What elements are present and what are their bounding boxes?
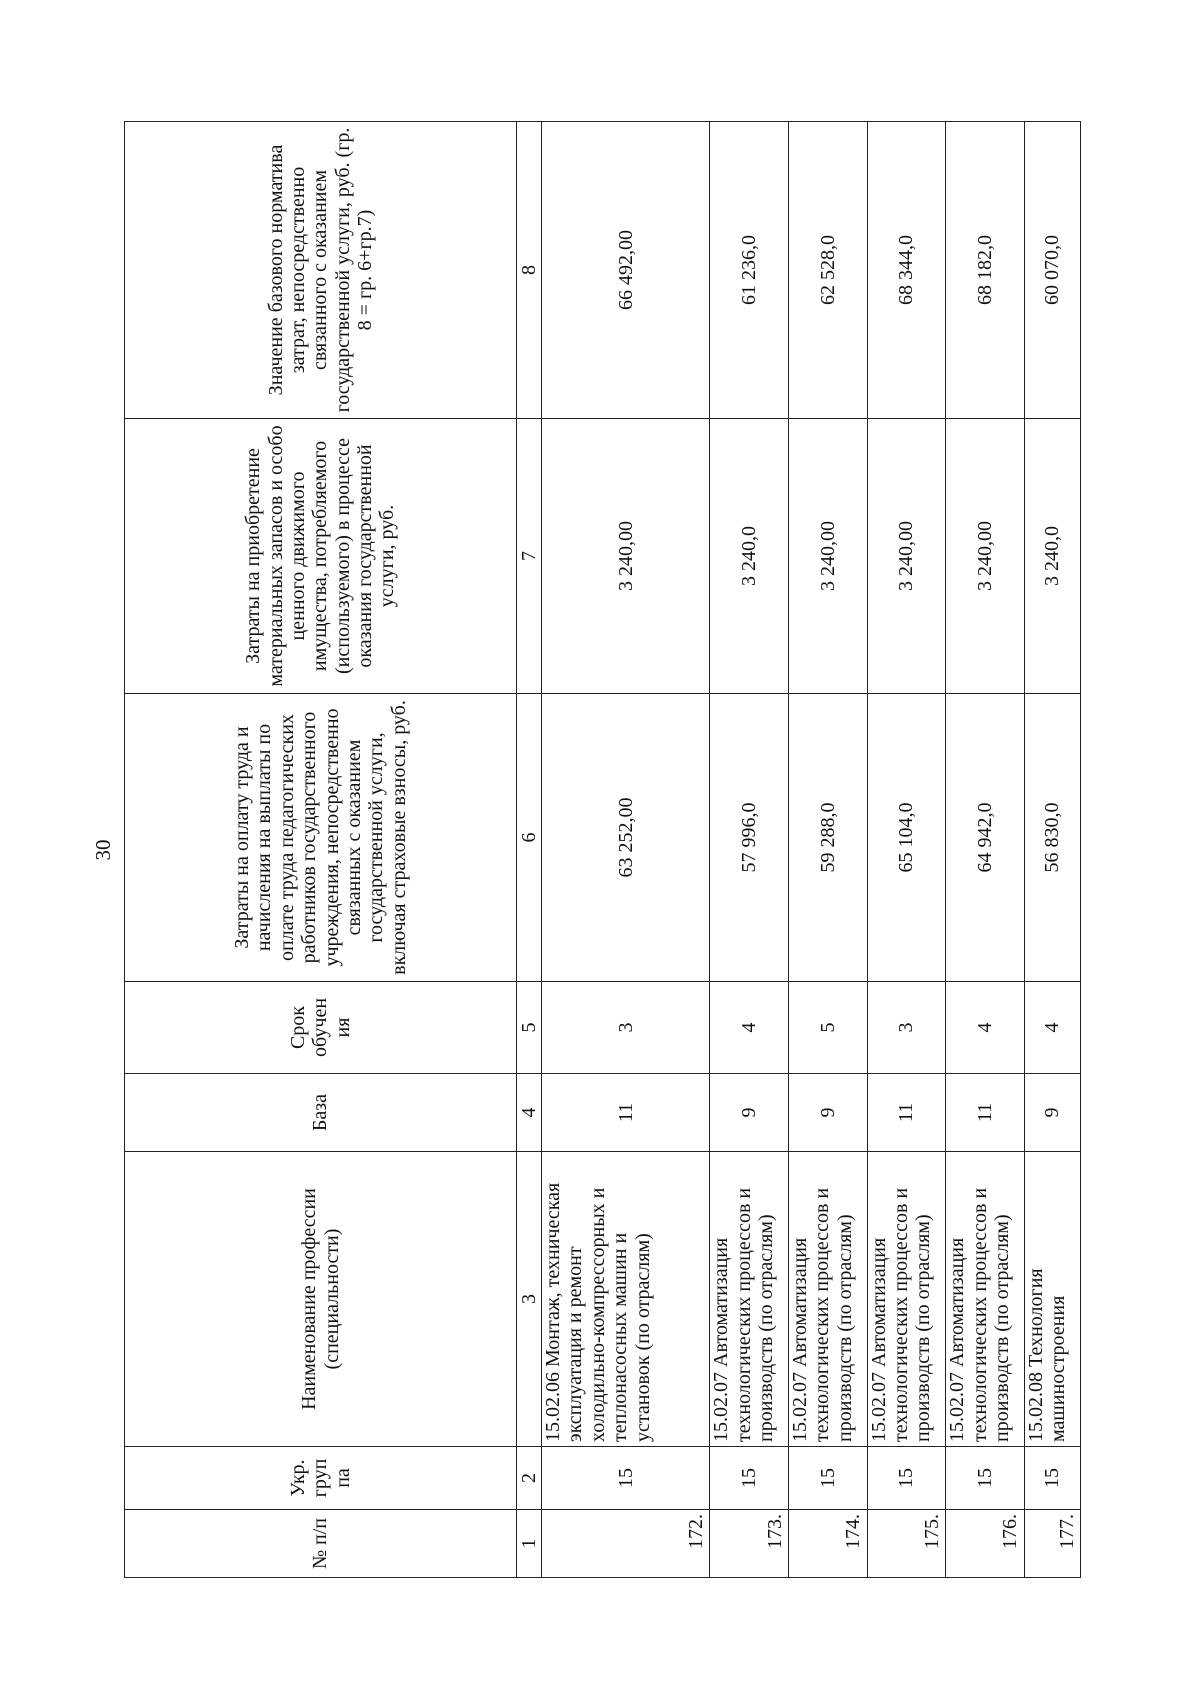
row-base-norm: 68 344,0: [867, 122, 946, 419]
column-number-row: [517, 122, 542, 1578]
row-base-norm: 60 070,0: [1024, 122, 1080, 419]
row-labor-costs: 57 996,0: [710, 694, 789, 982]
table-row: [867, 122, 946, 1578]
row-profession: 15.02.07 Автоматизация технологических процессов и производств (по отраслям): [867, 1152, 946, 1447]
row-profession: 15.02.07 Автоматизация технологических процессов и производств (по отраслям): [946, 1152, 1025, 1447]
header-base: База: [125, 1074, 517, 1152]
row-number: 176.: [946, 1510, 1025, 1578]
row-profession: 15.02.07 Автоматизация технологических процессов и производств (по отраслям): [710, 1152, 789, 1447]
row-base-norm: 62 528,0: [789, 122, 868, 419]
header-profession: Наименование профессии (специальности): [125, 1152, 517, 1447]
row-labor-costs: 63 252,00: [542, 694, 710, 982]
row-base: 11: [867, 1074, 946, 1152]
rotated-table-wrapper: [124, 122, 1081, 1578]
header-row: [125, 122, 517, 1578]
table-row: [1024, 122, 1080, 1578]
row-group: 15: [710, 1447, 789, 1510]
column-number: 4: [517, 1074, 542, 1152]
row-term: 3: [867, 982, 946, 1074]
table-row: [789, 122, 868, 1578]
row-group: 15: [789, 1447, 868, 1510]
row-base: 11: [542, 1074, 710, 1152]
row-group: 15: [867, 1447, 946, 1510]
row-term: 3: [542, 982, 710, 1074]
row-number: 174.: [789, 1510, 868, 1578]
row-material-costs: 3 240,00: [867, 419, 946, 694]
table-row: [710, 122, 789, 1578]
header-group: Укр. груп па: [125, 1447, 517, 1510]
header-material-costs: Затраты на приобретение материальных запасов и особо ценного движимого имущества, потребляемого (используемого) в процессе оказания государственной услуги, руб.: [125, 419, 517, 694]
table-row: [542, 122, 710, 1578]
row-base-norm: 61 236,0: [710, 122, 789, 419]
row-number: 173.: [710, 1510, 789, 1578]
row-base: 9: [789, 1074, 868, 1152]
header-labor-costs: Затраты на оплату труда и начисления на выплаты по оплате труда педагогических работников государственного учреждения, непосредственно связанных с оказанием государственной услуги, включая страховые взносы, руб.: [125, 694, 517, 982]
row-number: 175.: [867, 1510, 946, 1578]
row-profession: 15.02.07 Автоматизация технологических процессов и производств (по отраслям): [789, 1152, 868, 1447]
header-term: Срок обучен ия: [125, 982, 517, 1074]
row-labor-costs: 56 830,0: [1024, 694, 1080, 982]
column-number: 2: [517, 1447, 542, 1510]
row-material-costs: 3 240,0: [1024, 419, 1080, 694]
row-number: 172.: [542, 1510, 710, 1578]
row-term: 4: [710, 982, 789, 1074]
column-number: 3: [517, 1152, 542, 1447]
row-group: 15: [1024, 1447, 1080, 1510]
row-base: 9: [1024, 1074, 1080, 1152]
header-base-norm: Значение базового норматива затрат, непосредственно связанного с оказанием государственной услуги, руб. (гр. 8 = гр. 6+гр.7): [125, 122, 517, 419]
cost-norms-table: [124, 121, 1081, 1578]
column-number: 7: [517, 419, 542, 694]
row-base: 11: [946, 1074, 1025, 1152]
row-material-costs: 3 240,00: [542, 419, 710, 694]
page-number: 30: [90, 839, 115, 861]
column-number: 5: [517, 982, 542, 1074]
row-profession: 15.02.06 Монтаж, техническая эксплуатация и ремонт холодильно-компрессорных и теплонасосных машин и установок (по отраслям): [542, 1152, 710, 1447]
row-material-costs: 3 240,00: [789, 419, 868, 694]
row-number: 177.: [1024, 1510, 1080, 1578]
row-labor-costs: 65 104,0: [867, 694, 946, 982]
row-group: 15: [542, 1447, 710, 1510]
column-number: 6: [517, 694, 542, 982]
row-material-costs: 3 240,0: [710, 419, 789, 694]
row-base-norm: 66 492,00: [542, 122, 710, 419]
row-profession: 15.02.08 Технология машиностроения: [1024, 1152, 1080, 1447]
row-labor-costs: 59 288,0: [789, 694, 868, 982]
row-term: 4: [946, 982, 1025, 1074]
row-base: 9: [710, 1074, 789, 1152]
header-num: № п/п: [125, 1510, 517, 1578]
row-term: 5: [789, 982, 868, 1074]
row-base-norm: 68 182,0: [946, 122, 1025, 419]
row-labor-costs: 64 942,0: [946, 694, 1025, 982]
row-term: 4: [1024, 982, 1080, 1074]
column-number: 8: [517, 122, 542, 419]
table-row: [946, 122, 1025, 1578]
column-number: 1: [517, 1510, 542, 1578]
row-material-costs: 3 240,00: [946, 419, 1025, 694]
row-group: 15: [946, 1447, 1025, 1510]
